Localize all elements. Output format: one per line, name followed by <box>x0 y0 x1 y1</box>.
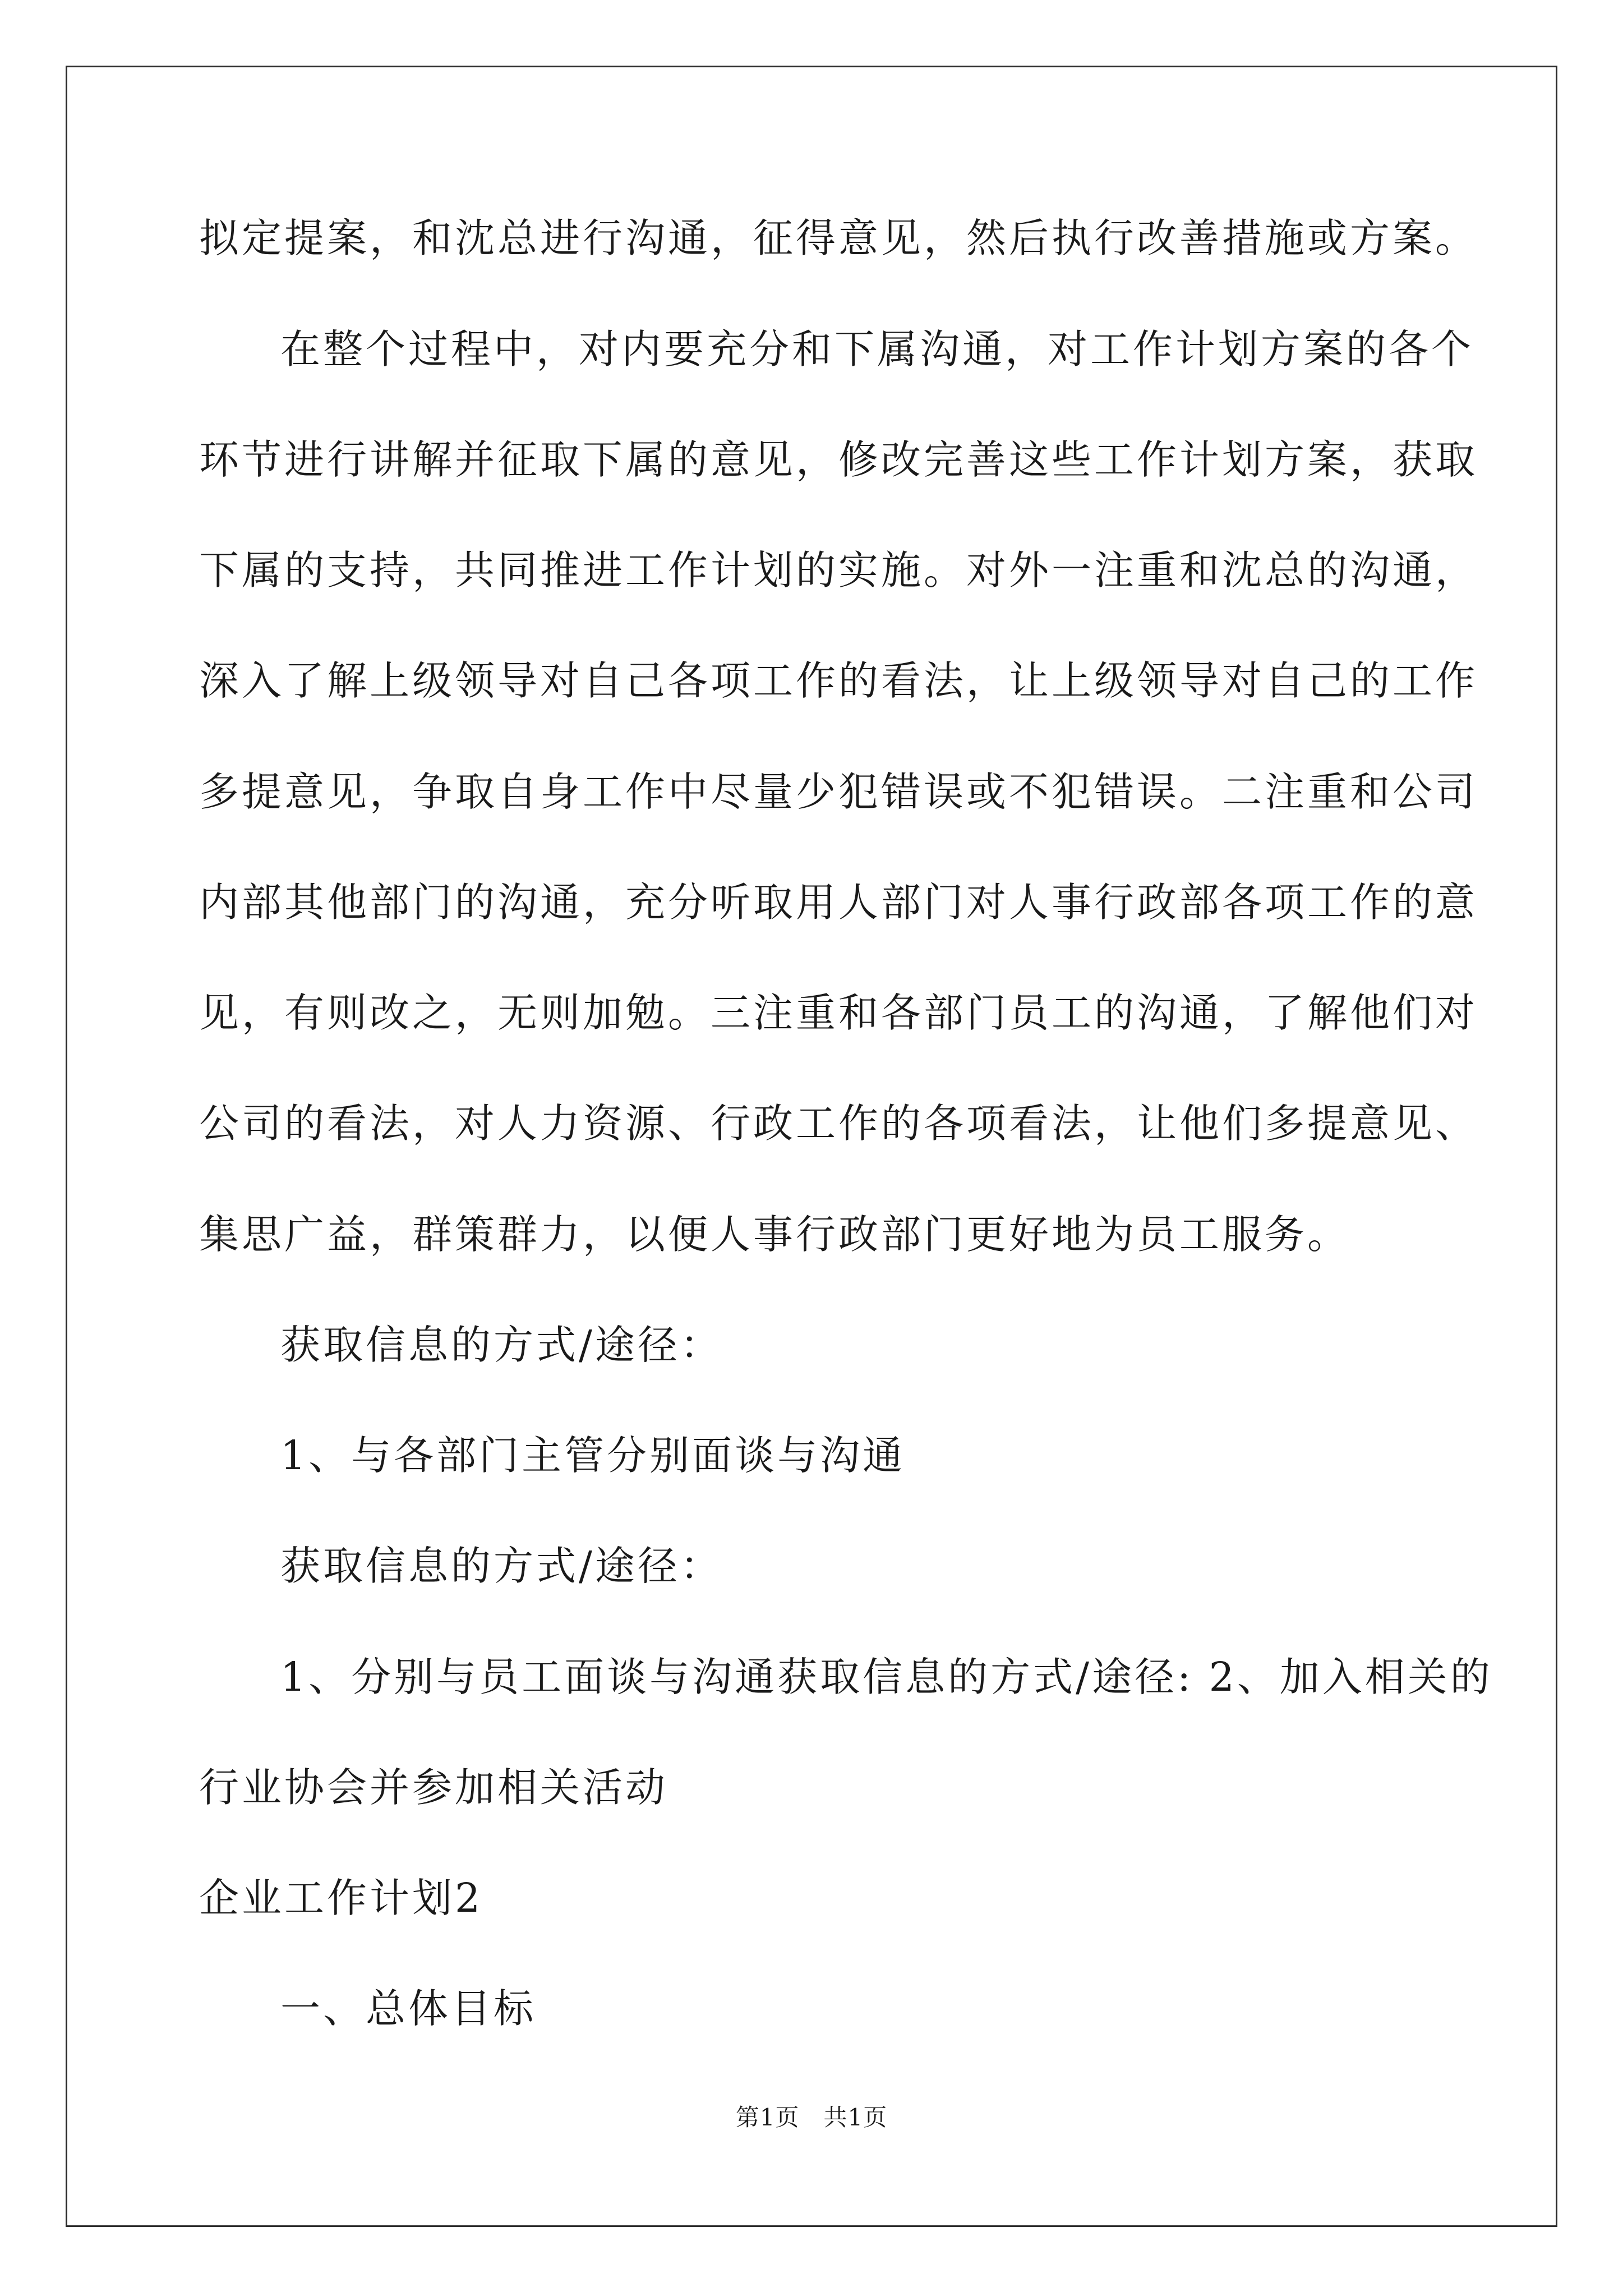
list-item-1: 1、与各部门主管分别面谈与沟通 <box>280 1432 906 1479</box>
paragraph-line-3: 环节进行讲解并征取下属的意见，修改完善这些工作计划方案，获取 <box>199 436 1478 483</box>
paragraph-line-8: 见，有则改之，无则加勉。三注重和各部门员工的沟通，了解他们对 <box>199 990 1478 1036</box>
paragraph-line-1: 拟定提案，和沈总进行沟通，征得意见，然后执行改善措施或方案。 <box>199 215 1478 261</box>
section-heading: 一、总体目标 <box>280 1985 537 2032</box>
list-item-2: 1、分别与员工面谈与沟通获取信息的方式/途径: 2、加入相关的 <box>280 1654 1493 1700</box>
paragraph-line-6: 多提意见，争取自身工作中尽量少犯错误或不犯错误。二注重和公司 <box>199 769 1478 815</box>
page-number: 第1页 <box>735 2104 800 2131</box>
paragraph-line-10: 集思广益，群策群力，以便人事行政部门更好地为员工服务。 <box>199 1211 1350 1258</box>
section-label: 获取信息的方式/途径： <box>280 1543 723 1589</box>
paragraph-line-9: 公司的看法，对人力资源、行政工作的各项看法，让他们多提意见、 <box>199 1100 1478 1147</box>
list-item-2-continued: 行业协会并参加相关活动 <box>199 1764 668 1811</box>
document-heading: 企业工作计划2 <box>199 1875 483 1921</box>
section-label: 获取信息的方式/途径： <box>280 1322 723 1368</box>
paragraph-line-5: 深入了解上级领导对自己各项工作的看法，让上级领导对自己的工作 <box>199 657 1478 704</box>
paragraph-line-4: 下属的支持，共同推进工作计划的实施。对外一注重和沈总的沟通， <box>199 547 1478 593</box>
page-footer <box>0 2101 1623 2134</box>
page-total: 共1页 <box>823 2104 888 2131</box>
paragraph-line-7: 内部其他部门的沟通，充分听取用人部门对人事行政部各项工作的意 <box>199 879 1478 926</box>
paragraph-line-2: 在整个过程中，对内要充分和下属沟通，对工作计划方案的各个 <box>280 326 1474 372</box>
